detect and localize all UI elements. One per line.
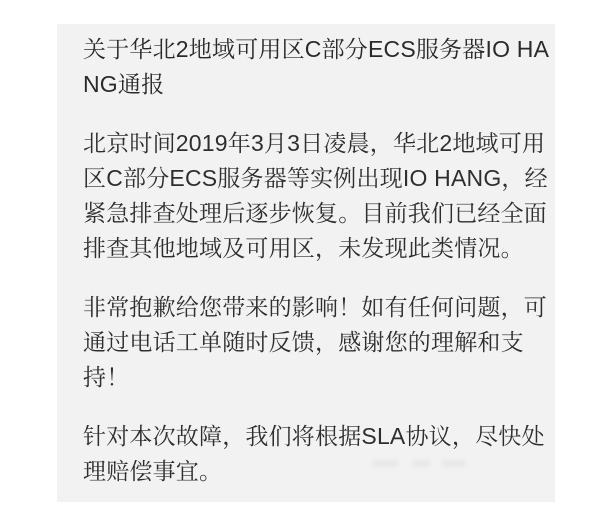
incident-notice-panel (57, 24, 555, 502)
notice-title (83, 32, 550, 102)
notice-title-line: 关于华北2地域可用区C部分ECS服务器IO HA (83, 36, 550, 62)
paragraph-line: 非常抱歉给您带来的影响！如有任何问题，可 (83, 294, 547, 320)
paragraph-line: 持！ (83, 364, 130, 390)
paragraph-line: 通过电话工单随时反馈，感谢您的理解和支 (83, 329, 524, 355)
paragraph-line: 理赔偿事宜。 (83, 458, 223, 484)
paragraph-line: 紧急排查处理后逐步恢复。目前我们已经全面 (83, 200, 547, 226)
paragraph-line: 区C部分ECS服务器等实例出现IO HANG，经 (83, 165, 548, 191)
notice-paragraph-compensation (83, 419, 545, 489)
notice-paragraph-apology (83, 290, 547, 395)
notice-paragraph-incident (83, 126, 548, 266)
paragraph-line: 排查其他地域及可用区，未发现此类情况。 (83, 235, 524, 261)
paragraph-line: 北京时间2019年3月3日凌晨，华北2地域可用 (83, 130, 546, 156)
paragraph-line: 针对本次故障，我们将根据SLA协议，尽快处 (83, 423, 545, 449)
notice-title-line: NG通报 (83, 71, 165, 97)
